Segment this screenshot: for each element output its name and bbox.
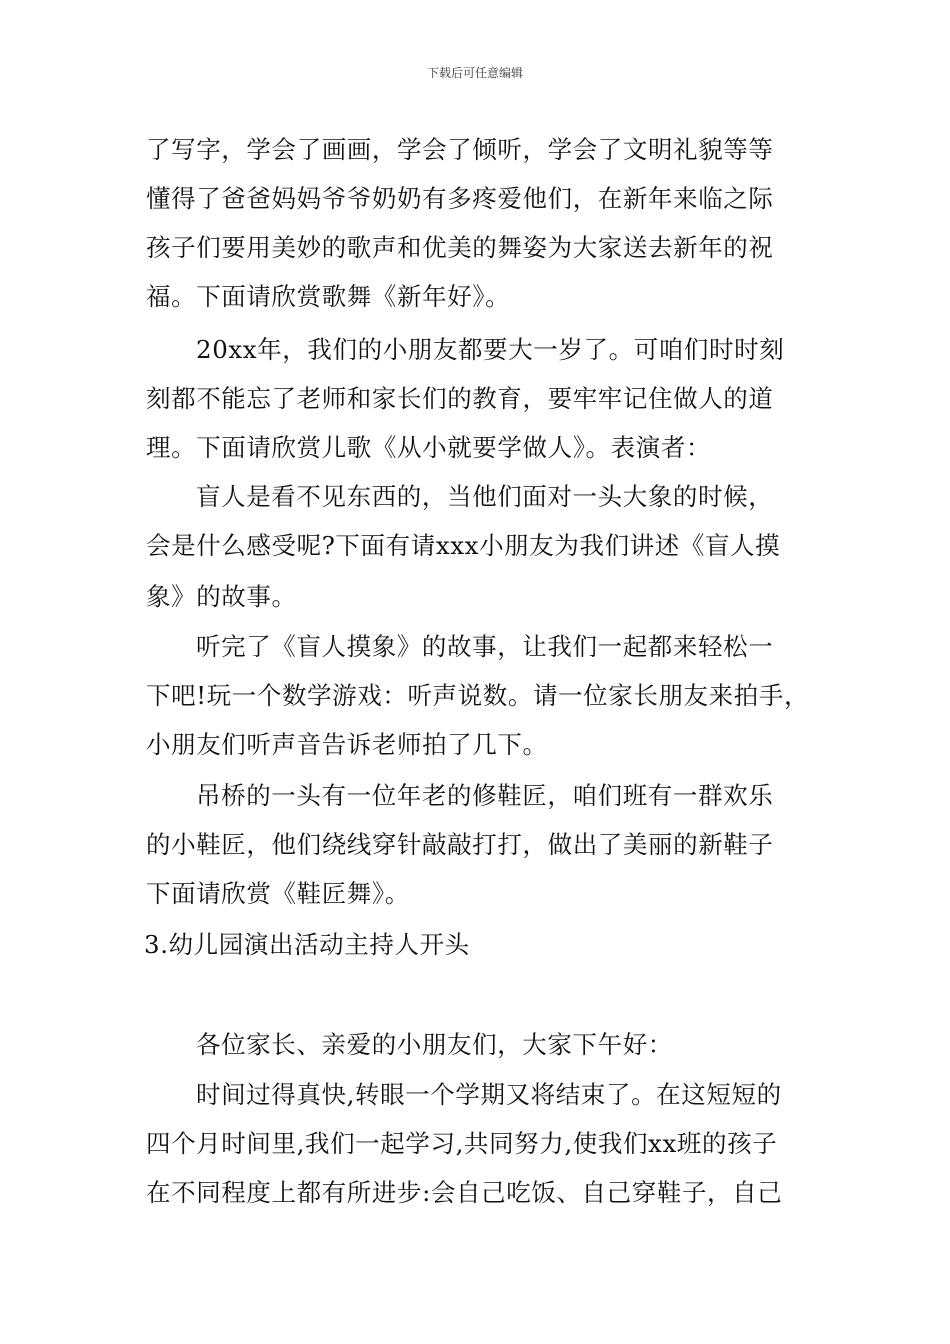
paragraph-first-line: 20xx年，我们的小朋友都要大一岁了。可咱们时时刻 — [196, 335, 785, 364]
text-line: 四个月时间里,我们一起学习,共同努力,使我们xx班的孩子 — [146, 1129, 778, 1158]
text-line: 下吧!玩一个数学游戏：听声说数。请一位家长朋友来拍手， — [146, 681, 810, 710]
section-heading: 3.幼儿园演出活动主持人开头 — [144, 930, 470, 959]
paragraph-first-line: 时间过得真快,转眼一个学期又将结束了。在这短短的 — [196, 1080, 782, 1109]
text-line: 了写字，学会了画画，学会了倾听，学会了文明礼貌等等 — [146, 135, 774, 164]
text-line: 的小鞋匠，他们绕线穿针敲敲打打，做出了美丽的新鞋子 — [146, 830, 774, 859]
text-line: 小朋友们听声音告诉老师拍了几下。 — [146, 730, 548, 759]
text-line: 孩子们要用美妙的歌声和优美的舞姿为大家送去新年的祝 — [146, 233, 774, 262]
page-header: 下载后可任意编辑 — [426, 66, 523, 80]
greeting-line: 各位家长、亲爱的小朋友们，大家下午好： — [196, 1030, 673, 1059]
text-line: 福。下面请欣赏歌舞《新年好》。 — [146, 282, 511, 311]
paragraph-first-line: 吊桥的一头有一位年老的修鞋匠，咱们班有一群欢乐 — [196, 781, 774, 810]
paragraph-first-line: 盲人是看不见东西的，当他们面对一头大象的时候， — [196, 482, 774, 511]
text-line: 刻都不能忘了老师和家长们的教育，要牢牢记住做人的道 — [146, 384, 774, 413]
text-line: 象》的故事。 — [146, 582, 297, 611]
text-line: 下面请欣赏《鞋匠舞》。 — [146, 879, 410, 908]
text-line: 在不同程度上都有所进步:会自己吃饭、自己穿鞋子，自己 — [146, 1178, 783, 1207]
text-line: 懂得了爸爸妈妈爷爷奶奶有多疼爱他们，在新年来临之际 — [146, 184, 774, 213]
paragraph-first-line: 听完了《盲人摸象》的故事，让我们一起都来轻松一 — [196, 632, 774, 661]
text-line: 理。下面请欣赏儿歌《从小就要学做人》。表演者： — [146, 433, 712, 462]
text-line: 会是什么感受呢?下面有请xxx小朋友为我们讲述《盲人摸 — [146, 531, 781, 560]
